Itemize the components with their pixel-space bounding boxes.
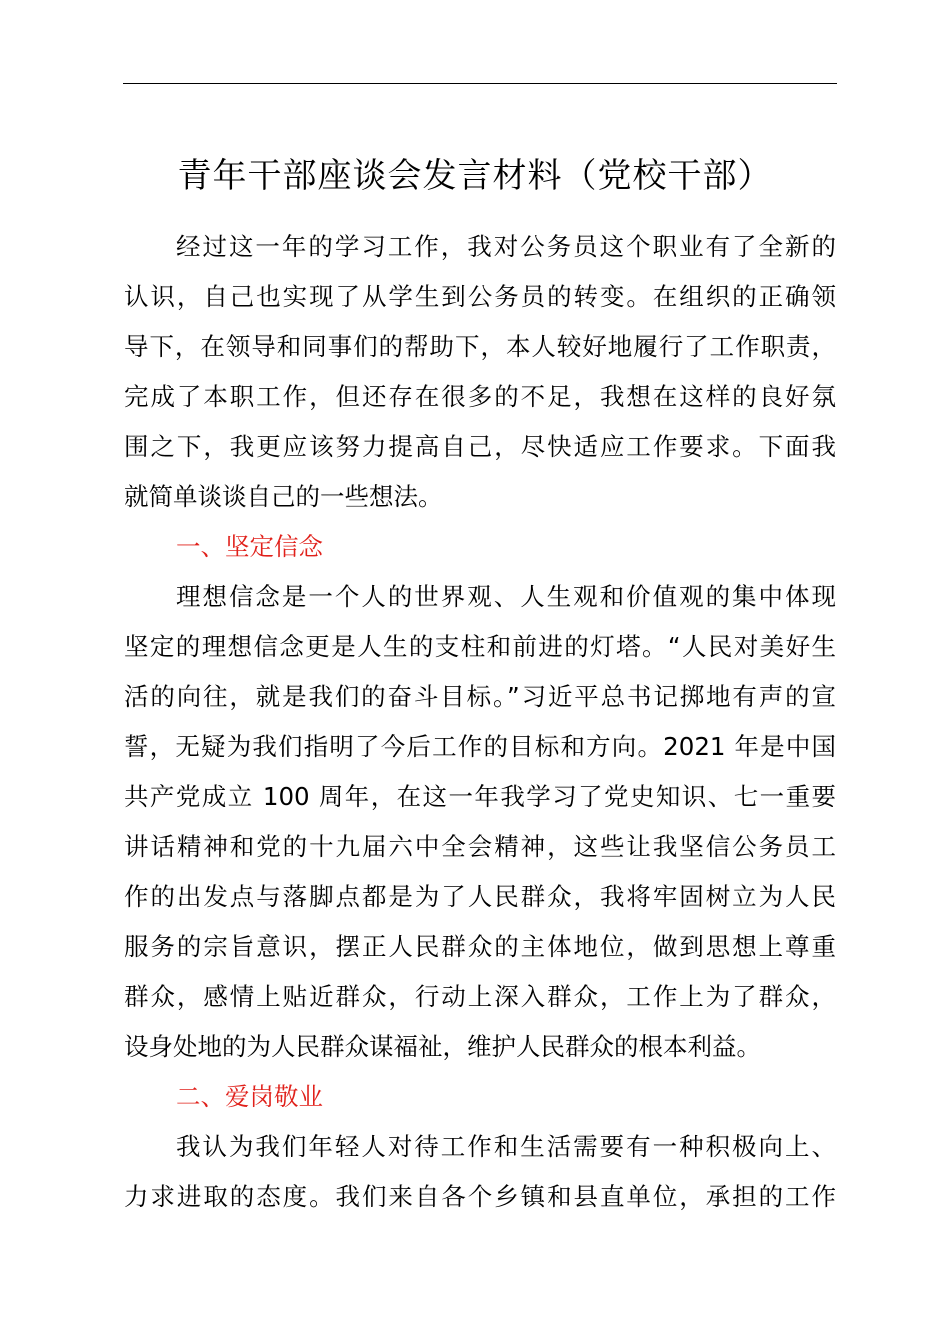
paragraph-1-line-5: 围之下，我更应该努力提高自己，尽快适应工作要求。下面我	[124, 432, 836, 461]
paragraph-2-line-1: 理想信念是一个人的世界观、人生观和价值观的集中体现	[176, 582, 836, 611]
paragraph-2-line-5: 共产党成立 100 周年，在这一年我学习了党史知识、七一重要	[124, 782, 836, 811]
paragraph-1-line-6: 就简单谈谈自己的一些想法。	[124, 482, 443, 511]
paragraph-1-line-1: 经过这一年的学习工作，我对公务员这个职业有了全新的	[176, 232, 836, 261]
section-heading-1: 一、坚定信念	[176, 532, 323, 561]
section-heading-2: 二、爱岗敬业	[176, 1082, 323, 1111]
paragraph-2-line-2: 坚定的理想信念更是人生的支柱和前进的灯塔。“人民对美好生	[124, 632, 836, 661]
paragraph-3-line-1: 我认为我们年轻人对待工作和生活需要有一种积极向上、	[176, 1132, 836, 1161]
paragraph-1-line-3: 导下，在领导和同事们的帮助下，本人较好地履行了工作职责，	[124, 332, 836, 361]
paragraph-2-line-3: 活的向往，就是我们的奋斗目标。”习近平总书记掷地有声的宣	[124, 682, 836, 711]
paragraph-2-line-8: 服务的宗旨意识，摆正人民群众的主体地位，做到思想上尊重	[124, 932, 836, 961]
paragraph-2-line-4: 誓，无疑为我们指明了今后工作的目标和方向。2021 年是中国	[124, 732, 836, 761]
paragraph-2-line-7: 作的出发点与落脚点都是为了人民群众，我将牢固树立为人民	[124, 882, 836, 911]
paragraph-1-line-4: 完成了本职工作，但还存在很多的不足，我想在这样的良好氛	[124, 382, 836, 411]
paragraph-2-line-10: 设身处地的为人民群众谋福祉，维护人民群众的根本利益。	[124, 1032, 761, 1061]
paragraph-1-line-2: 认识，自己也实现了从学生到公务员的转变。在组织的正确领	[124, 282, 836, 311]
paragraph-2-line-9: 群众，感情上贴近群众，行动上深入群众，工作上为了群众，	[124, 982, 836, 1011]
document-title: 青年干部座谈会发言材料（党校干部）	[177, 156, 773, 196]
header-rule	[123, 83, 837, 84]
paragraph-2-line-6: 讲话精神和党的十九届六中全会精神，这些让我坚信公务员工	[124, 832, 836, 861]
paragraph-3-line-2: 力求进取的态度。我们来自各个乡镇和县直单位，承担的工作	[124, 1182, 836, 1211]
